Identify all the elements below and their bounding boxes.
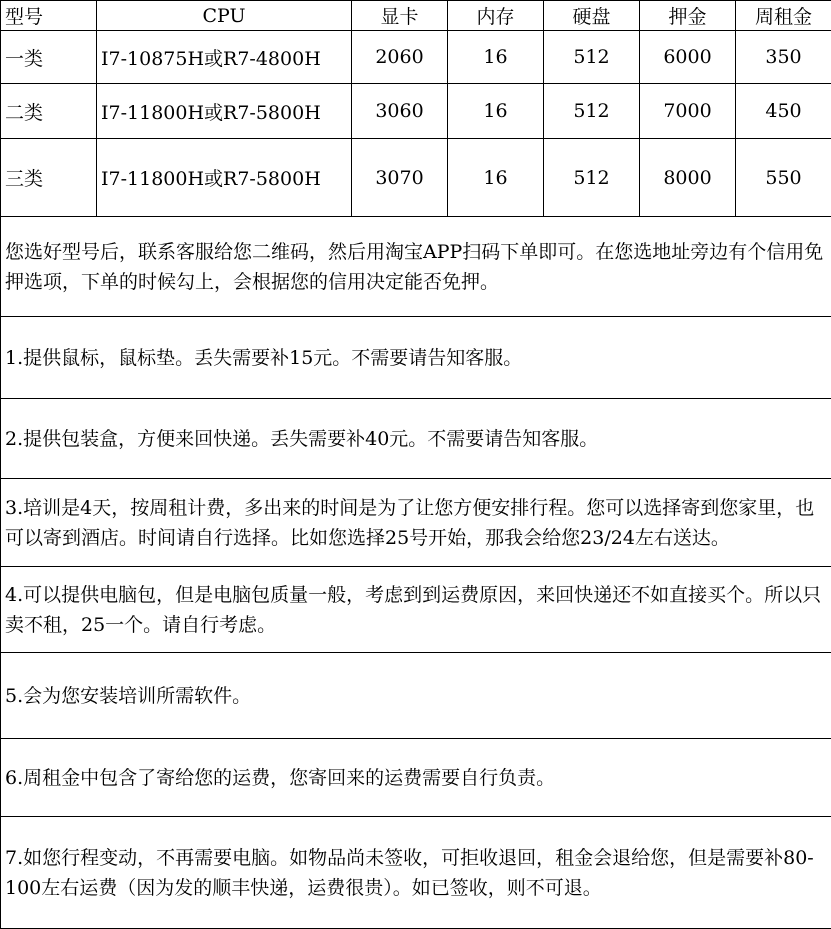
note-row bbox=[1, 739, 831, 817]
note-row bbox=[1, 567, 831, 653]
cell-model: 二类 bbox=[1, 84, 97, 139]
header-memory: 内存 bbox=[448, 1, 544, 31]
header-gpu: 显卡 bbox=[352, 1, 448, 31]
header-deposit: 押金 bbox=[640, 1, 736, 31]
table-header-row bbox=[1, 1, 831, 31]
note-row bbox=[1, 217, 831, 317]
table-row bbox=[1, 84, 831, 139]
cell-deposit: 8000 bbox=[640, 139, 736, 217]
note-item-bag: 4.可以提供电脑包，但是电脑包质量一般，考虑到到运费原因，来回快递还不如直接买个。所以只卖不租，25一个。请自行考虑。 bbox=[1, 567, 831, 653]
note-row bbox=[1, 653, 831, 739]
table-row bbox=[1, 31, 831, 84]
table-row bbox=[1, 139, 831, 217]
cell-deposit: 7000 bbox=[640, 84, 736, 139]
cell-disk: 512 bbox=[544, 139, 640, 217]
header-disk: 硬盘 bbox=[544, 1, 640, 31]
cell-cpu: I7-11800H或R7-5800H bbox=[97, 84, 352, 139]
cell-cpu: I7-11800H或R7-5800H bbox=[97, 139, 352, 217]
cell-model: 一类 bbox=[1, 31, 97, 84]
note-row bbox=[1, 479, 831, 567]
header-cpu: CPU bbox=[97, 1, 352, 31]
note-item-shipping: 6.周租金中包含了寄给您的运费，您寄回来的运费需要自行负责。 bbox=[1, 739, 831, 817]
note-row bbox=[1, 817, 831, 929]
note-item-mouse: 1.提供鼠标，鼠标垫。丢失需要补15元。不需要请告知客服。 bbox=[1, 317, 831, 399]
note-item-box: 2.提供包装盒，方便来回快递。丢失需要补40元。不需要请告知客服。 bbox=[1, 399, 831, 479]
note-row bbox=[1, 317, 831, 399]
note-item-software: 5.会为您安装培训所需软件。 bbox=[1, 653, 831, 739]
note-row bbox=[1, 399, 831, 479]
cell-memory: 16 bbox=[448, 139, 544, 217]
cell-model: 三类 bbox=[1, 139, 97, 217]
cell-weekly-rent: 350 bbox=[736, 31, 831, 84]
cell-weekly-rent: 450 bbox=[736, 84, 831, 139]
cell-disk: 512 bbox=[544, 84, 640, 139]
cell-weekly-rent: 550 bbox=[736, 139, 831, 217]
cell-memory: 16 bbox=[448, 84, 544, 139]
cell-gpu: 3060 bbox=[352, 84, 448, 139]
header-model: 型号 bbox=[1, 1, 97, 31]
cell-disk: 512 bbox=[544, 31, 640, 84]
cell-gpu: 2060 bbox=[352, 31, 448, 84]
cell-gpu: 3070 bbox=[352, 139, 448, 217]
cell-deposit: 6000 bbox=[640, 31, 736, 84]
order-instructions: 您选好型号后，联系客服给您二维码，然后用淘宝APP扫码下单即可。在您选地址旁边有个信用免押选项，下单的时候勾上，会根据您的信用决定能否免押。 bbox=[1, 217, 831, 317]
note-item-cancellation: 7.如您行程变动，不再需要电脑。如物品尚未签收，可拒收退回，租金会退给您，但是需要补80-100左右运费（因为发的顺丰快递，运费很贵）。如已签收，则不可退。 bbox=[1, 817, 831, 929]
note-item-training: 3.培训是4天，按周租计费，多出来的时间是为了让您方便安排行程。您可以选择寄到您家里，也可以寄到酒店。时间请自行选择。比如您选择25号开始，那我会给您23/24左右送达。 bbox=[1, 479, 831, 567]
header-weekly-rent: 周租金 bbox=[736, 1, 831, 31]
cell-memory: 16 bbox=[448, 31, 544, 84]
cell-cpu: I7-10875H或R7-4800H bbox=[97, 31, 352, 84]
